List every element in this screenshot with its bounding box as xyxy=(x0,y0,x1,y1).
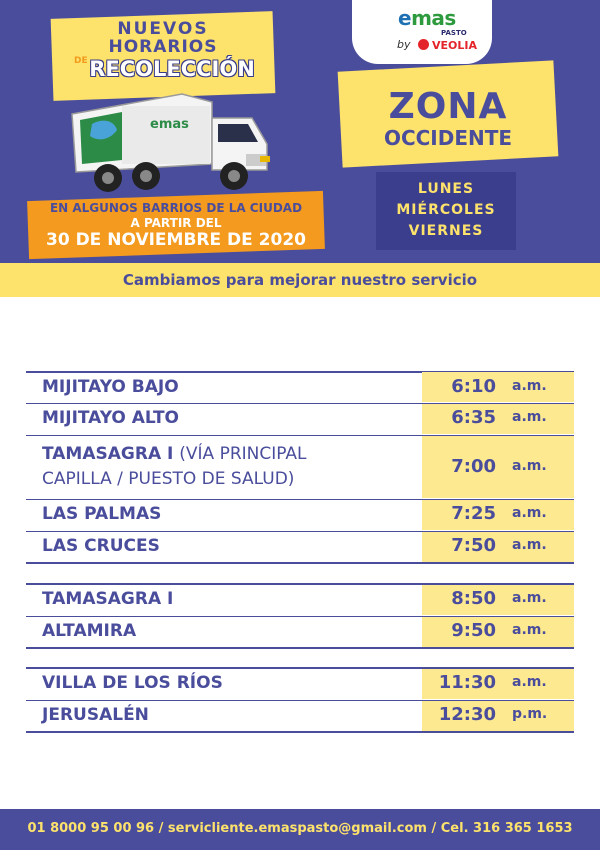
time-period: a.m. xyxy=(512,409,547,425)
table-row xyxy=(26,669,574,699)
place-detail-2: CAPILLA / PUESTO DE SALUD) xyxy=(42,469,295,489)
table-row xyxy=(26,436,574,498)
tagline: Cambiamos para mejorar nuestro servicio xyxy=(122,271,478,289)
time-period: p.m. xyxy=(512,706,548,722)
place-name: MIJITAYO ALTO xyxy=(42,408,179,428)
truck-label: emas xyxy=(150,117,189,132)
banner-date: 30 DE NOVIEMBRE DE 2020 xyxy=(46,230,306,250)
day-3: VIERNES xyxy=(408,223,484,239)
time-value: 8:50 xyxy=(451,588,496,609)
group-divider xyxy=(26,562,574,564)
group-divider xyxy=(26,647,574,649)
place-detail-1: (VÍA PRINCIPAL xyxy=(179,444,307,464)
table-row xyxy=(26,532,574,562)
table-row xyxy=(26,404,574,434)
truck-hub-front xyxy=(228,170,240,182)
time-period: a.m. xyxy=(512,378,547,394)
zona-title: ZONA xyxy=(388,86,508,127)
place-name: TAMASAGRA I xyxy=(42,589,174,609)
veolia-icon xyxy=(418,39,429,50)
time-period: a.m. xyxy=(512,590,547,606)
schedule-rule xyxy=(26,731,574,733)
time-period: a.m. xyxy=(512,458,547,474)
place-name: VILLA DE LOS RÍOS xyxy=(42,673,223,693)
logo-word: mas xyxy=(411,6,456,30)
time-value: 6:10 xyxy=(451,376,496,397)
zona-subtitle: OCCIDENTE xyxy=(383,126,513,150)
logo-veolia: VEOLIA xyxy=(432,39,477,52)
title-line-3: RECOLECCIÓN xyxy=(89,57,255,81)
banner-line-2: A PARTIR DEL xyxy=(130,216,222,230)
time-period: a.m. xyxy=(512,537,547,553)
time-period: a.m. xyxy=(512,674,547,690)
day-2: MIÉRCOLES xyxy=(396,202,496,218)
table-row xyxy=(26,617,574,647)
emas-logo[interactable] xyxy=(398,6,456,30)
time-period: a.m. xyxy=(512,622,547,638)
logo-pasto: PASTO xyxy=(441,29,467,37)
place-name: LAS PALMAS xyxy=(42,504,162,524)
time-value: 7:25 xyxy=(451,503,496,524)
place-name: ALTAMIRA xyxy=(42,621,137,641)
time-period: a.m. xyxy=(512,505,547,521)
garbage-truck-icon xyxy=(62,84,282,202)
truck-body xyxy=(72,94,270,172)
time-value: 12:30 xyxy=(438,704,496,725)
logo-letter: e xyxy=(398,6,412,30)
time-value: 7:00 xyxy=(451,456,496,477)
title-line-1: NUEVOS xyxy=(117,19,209,39)
day-1: LUNES xyxy=(417,181,475,197)
truck-hub-mid xyxy=(140,170,152,182)
table-row xyxy=(26,701,574,731)
banner-line-1: EN ALGUNOS BARRIOS DE LA CIUDAD xyxy=(49,201,303,215)
place-name: JERUSALÉN xyxy=(42,705,149,725)
table-row xyxy=(26,500,574,530)
table-row xyxy=(26,585,574,615)
time-value: 9:50 xyxy=(451,620,496,641)
truck-hub-rear xyxy=(102,172,114,184)
place-name: MIJITAYO BAJO xyxy=(42,377,179,397)
time-value: 7:50 xyxy=(451,535,496,556)
time-value: 11:30 xyxy=(438,672,496,693)
place-name: LAS CRUCES xyxy=(42,536,160,556)
contact-info: 01 8000 95 00 96 / servicliente.emaspasto@gmail.com / Cel. 316 365 1653 xyxy=(27,821,573,836)
table-row xyxy=(26,372,574,402)
time-value: 6:35 xyxy=(451,407,496,428)
place-main: TAMASAGRA I xyxy=(42,444,174,464)
place-name xyxy=(42,444,307,464)
title-de: DE xyxy=(74,56,88,66)
title-line-2: HORARIOS xyxy=(108,37,218,57)
logo-by: by xyxy=(397,38,411,51)
